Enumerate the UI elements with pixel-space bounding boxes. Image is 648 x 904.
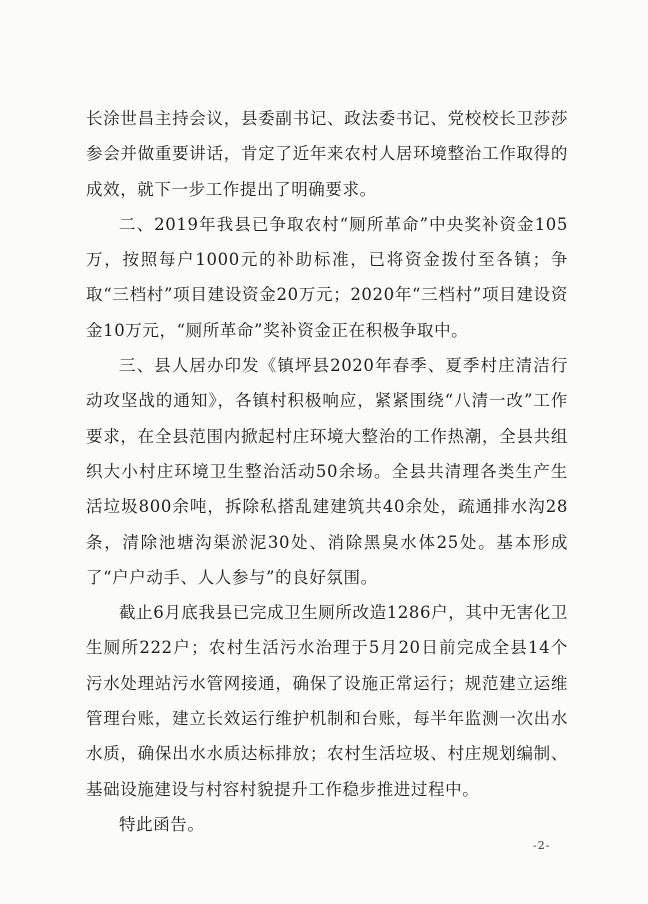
paragraph-cleaning-campaign: 三、县人居办印发《镇坪县2020年春季、夏季村庄清洁行动攻坚战的通知》，各镇村积极响应，紧紧围绕“八清一改”工作要求，在全县范围内掀起村庄环境大整治的工作热潮，全县共组织大小村庄环境卫生整治活动50余场。全县共清理各类生产生活垃圾800余吨，拆除私搭乱建建筑共40余处，疏通排水沟28条，清除池塘沟渠淤泥30处、消除黑臭水体25处。基本形成了“户户动手、人人参与”的良好氛围。 — [86, 356, 568, 587]
paragraph-continuation: 长涂世昌主持会议，县委副书记、政法委书记、党校校长卫莎莎参会并做重要讲话，肯定了近年来农村人居环境整治工作取得的成效，就下一步工作提出了明确要求。 — [86, 109, 568, 199]
paragraph-funding: 二、2019年我县已争取农村“厕所革命”中央奖补资金105万，按照每户1000元的补助标准，已将资金拨付至各镇；争取“三档村”项目建设资金20万元；2020年“三档村”项目建设资金10万元，“厕所革命”奖补资金正在积极争取中。 — [86, 214, 568, 340]
paragraph-progress: 截止6月底我县已完成卫生厕所改造1286户，其中无害化卫生厕所222户；农村生活污水治理于5月20日前完成全县14个污水处理站污水管网接通，确保了设施正常运行；规范建立运维管理台账，建立长效运行维护机制和台账，每半年监测一次出水水质，确保出水水质达标排放；农村生活垃圾、村庄规划编制、基础设施建设与村容村貌提升工作稳步推进过程中。 — [86, 603, 568, 799]
document-body — [86, 101, 568, 842]
page-number: -2- — [533, 839, 551, 852]
paragraph-closing: 特此函告。 — [119, 814, 205, 834]
